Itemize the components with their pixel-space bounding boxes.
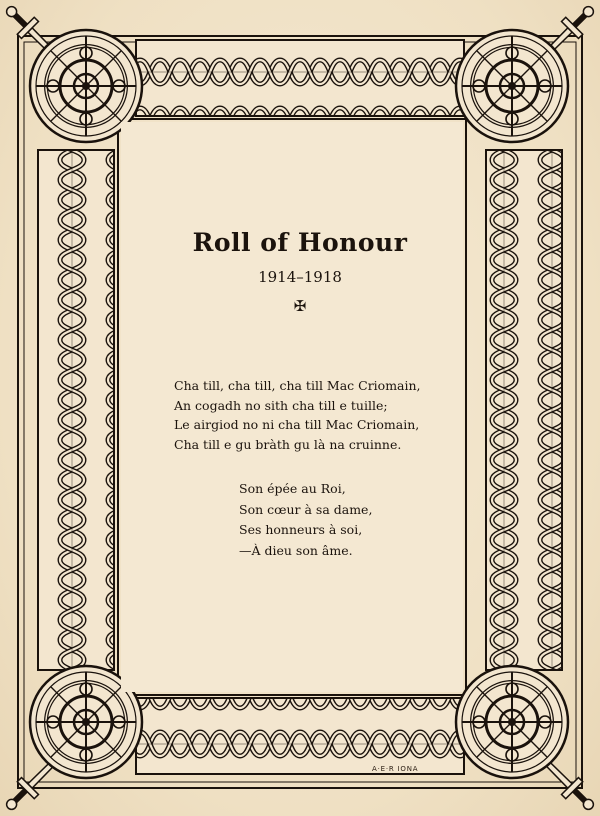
- verse-line: An cogadh no sith cha till e tuille;: [174, 397, 388, 413]
- verse-line: Cha till, cha till, cha till Mac Criomain,: [174, 378, 421, 393]
- verse-line: —À dieu son âme.: [239, 542, 353, 558]
- artist-signature: A·E·R IONA: [372, 765, 419, 773]
- dates: 1914–1918: [258, 268, 342, 286]
- verse-line: Son épée au Roi,: [239, 481, 346, 496]
- maltese-cross-icon: ✠: [293, 297, 307, 315]
- verse-line: Le airgiod no ni cha till Mac Criomain,: [174, 417, 420, 432]
- gaelic-verse: [174, 376, 474, 454]
- verse-line: Cha till e gu bràth gu là na cruinne.: [174, 436, 402, 452]
- french-verse: [239, 479, 439, 561]
- verse-line: Ses honneurs à soi,: [239, 522, 363, 537]
- page-title: Roll of Honour: [192, 228, 408, 257]
- verse-line: Son cœur à sa dame,: [239, 501, 373, 517]
